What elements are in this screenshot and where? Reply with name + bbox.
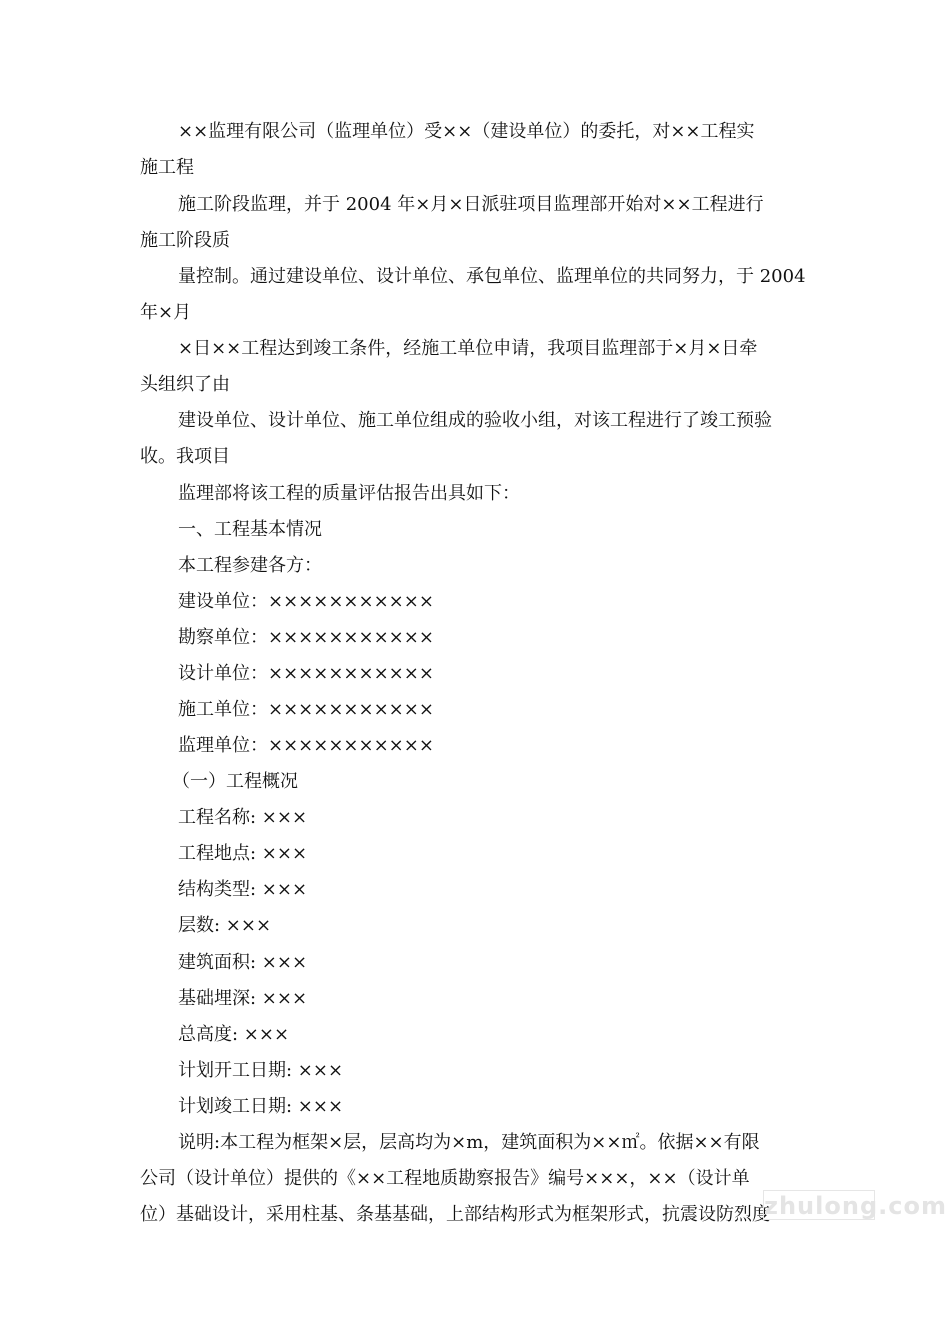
paragraph-stage-line-1: 施工阶段监理，并于 2004 年×月×日派驻项目监理部开始对××工程进行 [178, 194, 764, 215]
paragraph-control-line-1: 量控制。通过建设单位、设计单位、承包单位、监理单位的共同努力，于 2004 [178, 266, 806, 287]
overview-floors: 层数: ××× [178, 915, 272, 936]
paragraph-acceptance-line-2: 收。我项目 [140, 446, 230, 467]
parties-intro: 本工程参建各方： [178, 555, 322, 576]
party-design-unit: 设计单位：××××××××××× [178, 663, 434, 684]
party-contractor-unit: 施工单位：××××××××××× [178, 699, 434, 720]
paragraph-control-line-2: 年×月 [140, 302, 192, 323]
paragraph-report-intro: 监理部将该工程的质量评估报告出具如下： [178, 483, 520, 504]
party-construction-unit: 建设单位：××××××××××× [178, 591, 434, 612]
overview-project-name: 工程名称: ××× [178, 807, 308, 828]
paragraph-intro-line-1: ××监理有限公司（监理单位）受××（建设单位）的委托，对××工程实 [178, 121, 755, 142]
section-heading: 一、工程基本情况 [178, 519, 322, 540]
paragraph-completion-line-2: 头组织了由 [140, 374, 230, 395]
note-line-1: 说明:本工程为框架×层，层高均为×m，建筑面积为××㎡。依据××有限 [178, 1132, 760, 1153]
paragraph-intro-line-2: 施工程 [140, 157, 194, 178]
party-supervision-unit: 监理单位：××××××××××× [178, 735, 434, 756]
overview-project-location: 工程地点: ××× [178, 843, 308, 864]
subsection-heading: （一）工程概况 [172, 771, 298, 792]
overview-total-height: 总高度: ××× [178, 1024, 290, 1045]
overview-floor-area: 建筑面积: ××× [178, 952, 308, 973]
paragraph-acceptance-line-1: 建设单位、设计单位、施工单位组成的验收小组，对该工程进行了竣工预验 [178, 410, 772, 431]
overview-planned-completion: 计划竣工日期: ××× [178, 1096, 344, 1117]
note-line-2: 公司（设计单位）提供的《××工程地质勘察报告》编号×××，××（设计单 [140, 1168, 750, 1189]
paragraph-stage-line-2: 施工阶段质 [140, 230, 230, 251]
paragraph-completion-line-1: ×日××工程达到竣工条件，经施工单位申请，我项目监理部于×月×日牵 [178, 338, 758, 359]
note-line-3: 位）基础设计，采用柱基、条基基础，上部结构形式为框架形式，抗震设防烈度 [140, 1204, 770, 1225]
overview-structure-type: 结构类型: ××× [178, 879, 308, 900]
overview-foundation-depth: 基础埋深: ××× [178, 988, 308, 1009]
overview-planned-start: 计划开工日期: ××× [178, 1060, 344, 1081]
party-survey-unit: 勘察单位：××××××××××× [178, 627, 434, 648]
watermark: zhulong.com [764, 1192, 947, 1220]
